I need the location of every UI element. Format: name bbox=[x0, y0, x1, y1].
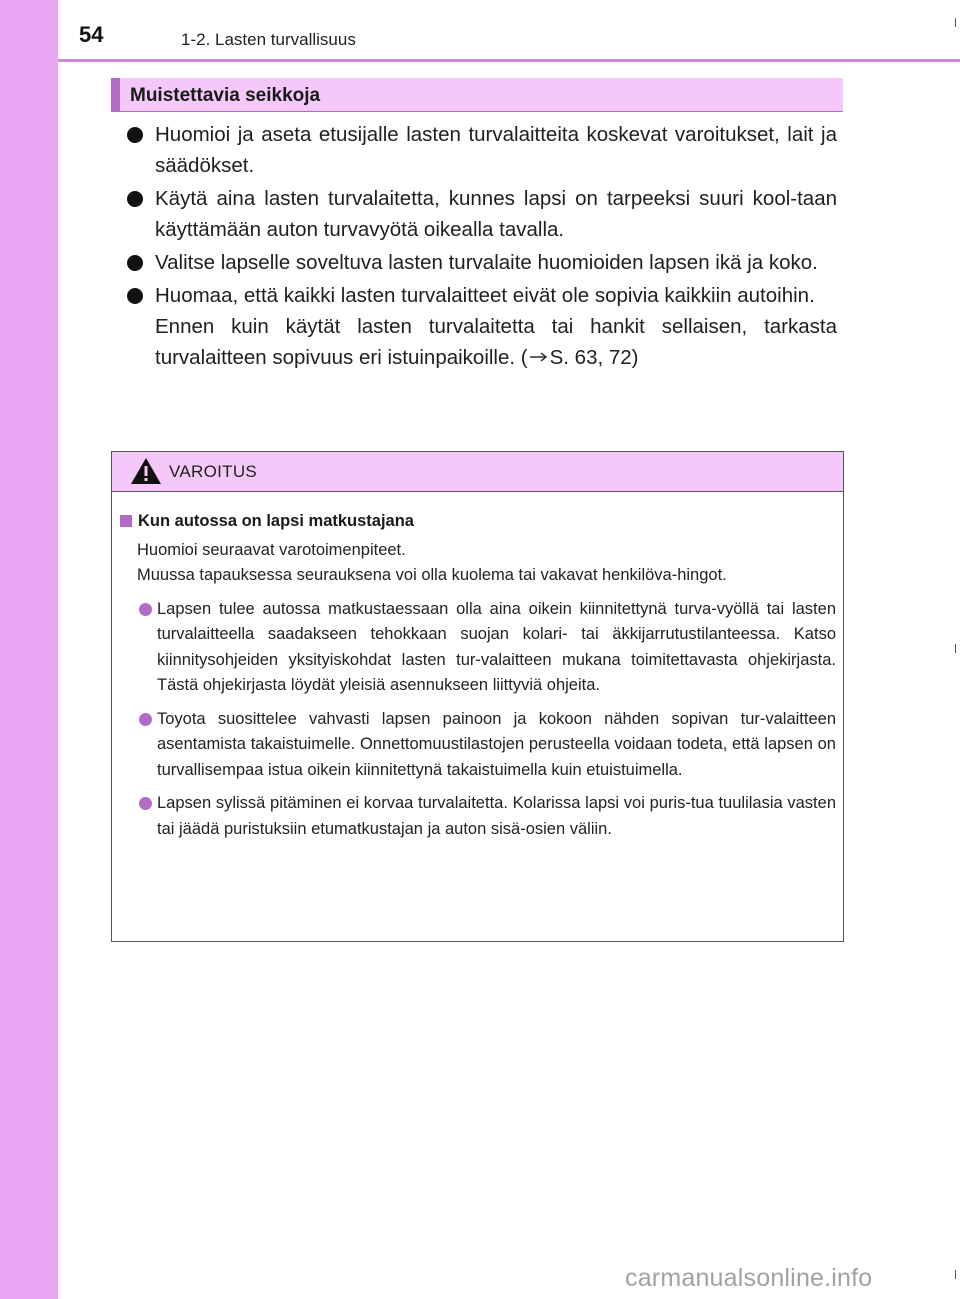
bullet-dot-icon bbox=[127, 288, 143, 304]
bullet-text: Huomaa, että kaikki lasten turvalaitteet eivät ole sopivia kaikkiin autoihin. bbox=[155, 284, 815, 307]
bullet-text: Käytä aina lasten turvalaitetta, kunnes lapsi on tarpeeksi suuri kool-taan käyttämään auton turvavyötä oikealla tavalla. bbox=[155, 187, 837, 241]
warning-subheading-text: Kun autossa on lapsi matkustajana bbox=[138, 512, 414, 530]
header-rule bbox=[58, 59, 960, 62]
bullet-dot-icon bbox=[127, 127, 143, 143]
bullet-dot-icon bbox=[127, 255, 143, 271]
crop-mark bbox=[955, 644, 956, 653]
list-item bbox=[126, 183, 837, 245]
warning-item-text: Toyota suosittelee vahvasti lapsen painoon ja kokoon nähden sopivan tur-valaitteen asentamista takaistuimelle. Onnettomuustilastojen perusteella voidaan todeta, että lapsen on turvallisempaa istua oikein kiinnitettynä takaistuimella kuin etuistuimella. bbox=[157, 709, 836, 779]
section-title: Muistettavia seikkoja bbox=[130, 85, 321, 106]
heading-accent bbox=[111, 78, 120, 112]
warning-intro-line: Huomioi seuraavat varotoimenpiteet. bbox=[137, 540, 406, 559]
bullet-dot-icon bbox=[139, 603, 152, 616]
crop-mark bbox=[955, 1270, 956, 1279]
warning-triangle-icon bbox=[129, 456, 163, 486]
bullet-dot-icon bbox=[127, 191, 143, 207]
warning-intro-line: Muussa tapauksessa seurauksena voi olla kuolema tai vakavat henkilöva-hingot. bbox=[137, 566, 727, 584]
list-item bbox=[120, 707, 838, 784]
list-item bbox=[126, 119, 837, 181]
warning-item-text: Lapsen sylissä pitäminen ei korvaa turvalaitetta. Kolarissa lapsi voi puris-tua tuulilasia vasten tai jäädä puristuksiin etumatkustajan ja auton sisä-osien väliin. bbox=[157, 794, 836, 838]
watermark: carmanualsonline.info bbox=[625, 1264, 873, 1292]
warning-body bbox=[120, 509, 838, 842]
page-reference-link[interactable]: S. 63, 72) bbox=[549, 346, 639, 369]
section-heading bbox=[111, 78, 843, 112]
chapter-title: 1-2. Lasten turvallisuus bbox=[181, 30, 356, 49]
bullet-dot-icon bbox=[139, 797, 152, 810]
square-bullet-icon bbox=[120, 515, 132, 527]
list-item bbox=[120, 597, 838, 699]
bullet-list bbox=[126, 119, 837, 375]
list-item bbox=[126, 280, 837, 373]
warning-subheading bbox=[120, 509, 838, 535]
warning-header bbox=[112, 452, 843, 492]
warning-intro bbox=[120, 538, 838, 589]
warning-item-text: Lapsen tulee autossa matkustaessaan olla aina oikein kiinnitettynä turva-vyöllä tai lasten turvalaitteella saadakseen tehokkaan suojan kolari- tai äkkijarrutustilanteessa. Katso kiinnitysohjeiden yksityiskohdat lasten tur-valaitteen mukana toimitettavasta ohjekirjasta. Tästä ohjekirjasta löydät yleisiä asennukseen liittyviä ohjeita. bbox=[157, 599, 836, 694]
right-arrow-icon bbox=[529, 351, 549, 363]
warning-box bbox=[111, 451, 844, 942]
page-number: 54 bbox=[79, 22, 104, 47]
bullet-text: Huomioi ja aseta etusijalle lasten turvalaitteita koskevat varoitukset, lait ja säädökset. bbox=[155, 123, 837, 177]
list-item bbox=[120, 791, 838, 842]
bullet-continuation: Ennen kuin käytät lasten turvalaitetta tai hankit sellaisen, tarkasta turvalaitteen sopivuus eri istuinpaikoille. ( bbox=[155, 315, 837, 369]
bullet-dot-icon bbox=[139, 713, 152, 726]
warning-title: VAROITUS bbox=[169, 462, 258, 481]
bullet-text: Valitse lapselle soveltuva lasten turvalaite huomioiden lapsen ikä ja koko. bbox=[155, 251, 818, 274]
list-item bbox=[126, 247, 837, 278]
chapter-sidebar bbox=[0, 0, 58, 1299]
crop-mark bbox=[955, 18, 956, 27]
